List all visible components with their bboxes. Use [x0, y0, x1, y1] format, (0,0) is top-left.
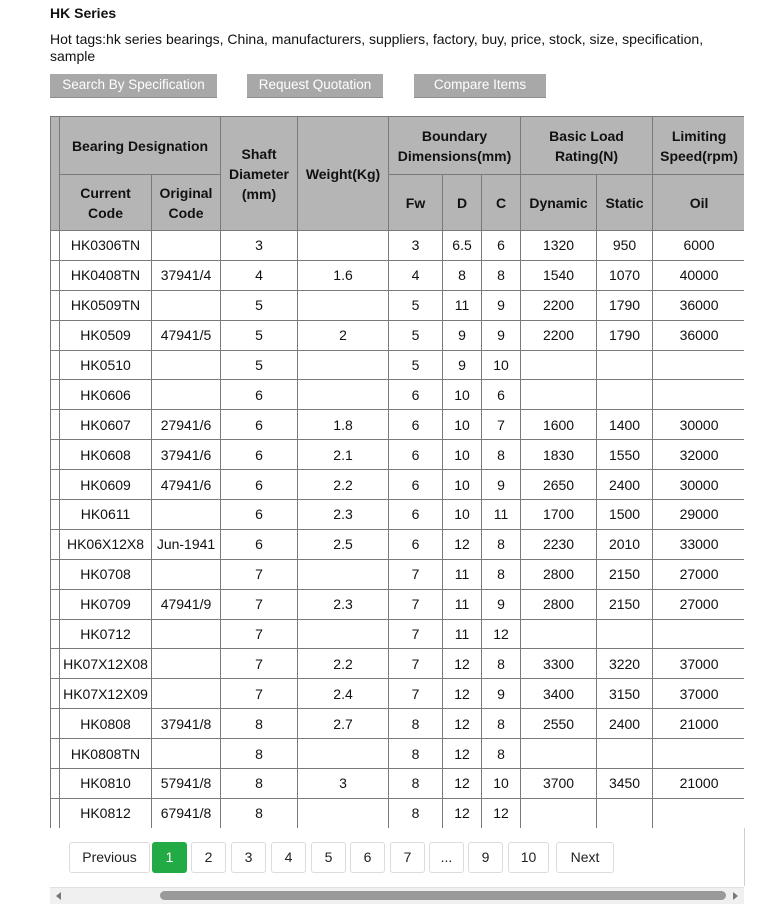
cell-static: 1500 [597, 500, 653, 530]
header-basic-load-rating: Basic Load Rating(N) [521, 117, 653, 175]
cell-fw: 7 [389, 559, 443, 589]
cell-dynamic [521, 350, 597, 380]
cell-static [597, 350, 653, 380]
cell-original-code: 47941/6 [152, 470, 221, 500]
cell-current-code: HK0408TN [60, 260, 152, 290]
cell-c: 12 [482, 798, 521, 828]
cell-d: 6.5 [443, 231, 482, 261]
header-shaft-diameter: Shaft Diameter (mm) [221, 117, 298, 231]
cell-current-code: HK0509TN [60, 290, 152, 320]
cell-oil: 21000 [653, 709, 744, 739]
cell-fw: 6 [389, 529, 443, 559]
table-row-gutter [51, 440, 60, 470]
table-row [51, 440, 745, 470]
cell-weight: 1.6 [298, 260, 389, 290]
cell-current-code: HK0708 [60, 559, 152, 589]
cell-d: 12 [443, 798, 482, 828]
cell-dynamic [521, 798, 597, 828]
cell-oil: 30000 [653, 470, 744, 500]
cell-dynamic [521, 619, 597, 649]
cell-original-code: 37941/6 [152, 440, 221, 470]
cell-fw: 8 [389, 709, 443, 739]
cell-current-code: HK0808TN [60, 739, 152, 769]
pagination-ellipsis: ... [429, 842, 464, 873]
cell-shaft-diameter: 6 [221, 470, 298, 500]
cell-c: 8 [482, 529, 521, 559]
cell-weight: 1.8 [298, 410, 389, 440]
cell-c: 10 [482, 769, 521, 799]
cell-c: 9 [482, 679, 521, 709]
cell-current-code: HK0510 [60, 350, 152, 380]
table-row [51, 559, 745, 589]
header-d: D [443, 175, 482, 231]
table-row [51, 798, 745, 828]
cell-original-code [152, 350, 221, 380]
table-row [51, 739, 745, 769]
cell-fw: 7 [389, 679, 443, 709]
cell-original-code: 27941/6 [152, 410, 221, 440]
cell-dynamic [521, 380, 597, 410]
hot-tags: Hot tags:hk series bearings, China, manufacturers, suppliers, factory, buy, price, stock, size, specification, sample [50, 31, 704, 64]
cell-fw: 6 [389, 440, 443, 470]
cell-weight [298, 619, 389, 649]
cell-static [597, 619, 653, 649]
cell-original-code [152, 559, 221, 589]
table-row [51, 290, 745, 320]
cell-fw: 6 [389, 410, 443, 440]
pagination [50, 828, 745, 886]
cell-c: 9 [482, 290, 521, 320]
header-static: Static [597, 175, 653, 231]
cell-fw: 6 [389, 470, 443, 500]
header-boundary-dimensions: Boundary Dimensions(mm) [389, 117, 521, 175]
cell-weight [298, 350, 389, 380]
cell-weight: 2.2 [298, 649, 389, 679]
page-title: HK Series [50, 5, 117, 21]
cell-c: 8 [482, 260, 521, 290]
header-weight: Weight(Kg) [298, 117, 389, 231]
cell-current-code: HK0712 [60, 619, 152, 649]
cell-dynamic: 2550 [521, 709, 597, 739]
header-original-code: Original Code [152, 175, 221, 231]
cell-shaft-diameter: 7 [221, 649, 298, 679]
cell-oil: 29000 [653, 500, 744, 530]
cell-c: 6 [482, 231, 521, 261]
table-row [51, 260, 745, 290]
table-row-gutter [51, 769, 60, 799]
cell-d: 10 [443, 500, 482, 530]
page-7-button[interactable]: 7 [390, 842, 425, 873]
search-by-specification-button[interactable]: Search By Specification [50, 74, 217, 98]
page-1-button[interactable]: 1 [152, 842, 187, 873]
cell-dynamic [521, 739, 597, 769]
cell-static: 2400 [597, 709, 653, 739]
cell-shaft-diameter: 7 [221, 619, 298, 649]
cell-original-code: 37941/4 [152, 260, 221, 290]
cell-original-code [152, 500, 221, 530]
table-row-gutter [51, 320, 60, 350]
cell-original-code [152, 290, 221, 320]
cell-current-code: HK0607 [60, 410, 152, 440]
cell-d: 8 [443, 260, 482, 290]
cell-c: 8 [482, 649, 521, 679]
cell-static [597, 380, 653, 410]
cell-dynamic: 3400 [521, 679, 597, 709]
cell-oil [653, 798, 744, 828]
cell-c: 8 [482, 709, 521, 739]
cell-oil: 30000 [653, 410, 744, 440]
cell-shaft-diameter: 5 [221, 320, 298, 350]
cell-shaft-diameter: 4 [221, 260, 298, 290]
header-fw: Fw [389, 175, 443, 231]
cell-weight: 2.7 [298, 709, 389, 739]
table-row [51, 470, 745, 500]
compare-items-button[interactable]: Compare Items [414, 74, 546, 98]
table-row-gutter [51, 739, 60, 769]
cell-static: 3450 [597, 769, 653, 799]
cell-dynamic: 2200 [521, 290, 597, 320]
cell-fw: 8 [389, 769, 443, 799]
cell-static: 2150 [597, 559, 653, 589]
cell-shaft-diameter: 6 [221, 440, 298, 470]
horizontal-scrollbar[interactable] [50, 887, 744, 904]
scroll-right-arrow-icon[interactable] [733, 892, 738, 900]
cell-c: 12 [482, 619, 521, 649]
table-row-gutter [51, 619, 60, 649]
cell-current-code: HK0606 [60, 380, 152, 410]
cell-oil: 6000 [653, 231, 744, 261]
cell-oil [653, 619, 744, 649]
cell-dynamic: 3700 [521, 769, 597, 799]
next-page-button[interactable]: Next [556, 842, 614, 873]
cell-oil: 21000 [653, 769, 744, 799]
page-9-button[interactable]: 9 [468, 842, 503, 873]
cell-d: 11 [443, 559, 482, 589]
table-row [51, 320, 745, 350]
cell-current-code: HK0608 [60, 440, 152, 470]
cell-dynamic: 1540 [521, 260, 597, 290]
table-row [51, 500, 745, 530]
cell-current-code: HK06X12X8 [60, 529, 152, 559]
cell-original-code [152, 679, 221, 709]
cell-oil: 27000 [653, 589, 744, 619]
cell-fw: 7 [389, 649, 443, 679]
cell-shaft-diameter: 8 [221, 709, 298, 739]
cell-static: 1550 [597, 440, 653, 470]
cell-current-code: HK0306TN [60, 231, 152, 261]
bearing-table-container [50, 116, 744, 828]
cell-dynamic: 1320 [521, 231, 597, 261]
table-row [51, 589, 745, 619]
cell-d: 10 [443, 470, 482, 500]
cell-weight [298, 739, 389, 769]
table-row [51, 350, 745, 380]
scrollbar-thumb[interactable] [160, 891, 726, 900]
table-row-gutter [51, 679, 60, 709]
cell-d: 10 [443, 410, 482, 440]
cell-oil: 27000 [653, 559, 744, 589]
table-row [51, 529, 745, 559]
table-row-gutter [51, 500, 60, 530]
cell-shaft-diameter: 7 [221, 679, 298, 709]
cell-oil [653, 350, 744, 380]
header-limiting-speed: Limiting Speed(rpm) [653, 117, 744, 175]
page-10-button[interactable]: 10 [508, 842, 549, 873]
cell-static: 1070 [597, 260, 653, 290]
cell-d: 12 [443, 649, 482, 679]
page-3-button[interactable]: 3 [231, 842, 266, 873]
cell-weight: 2.5 [298, 529, 389, 559]
page-6-button[interactable]: 6 [350, 842, 385, 873]
header-oil: Oil [653, 175, 744, 231]
cell-current-code: HK0609 [60, 470, 152, 500]
cell-shaft-diameter: 8 [221, 798, 298, 828]
cell-weight: 2.3 [298, 500, 389, 530]
cell-shaft-diameter: 6 [221, 410, 298, 440]
bearing-table [50, 116, 744, 828]
cell-shaft-diameter: 6 [221, 500, 298, 530]
cell-static: 3150 [597, 679, 653, 709]
cell-shaft-diameter: 6 [221, 529, 298, 559]
cell-original-code: Jun-1941 [152, 529, 221, 559]
cell-d: 12 [443, 529, 482, 559]
request-quotation-button[interactable]: Request Quotation [247, 74, 383, 98]
cell-original-code: 47941/9 [152, 589, 221, 619]
cell-dynamic: 2230 [521, 529, 597, 559]
cell-current-code: HK0808 [60, 709, 152, 739]
cell-weight [298, 559, 389, 589]
header-c: C [482, 175, 521, 231]
page-2-button[interactable]: 2 [191, 842, 226, 873]
cell-dynamic: 2200 [521, 320, 597, 350]
cell-c: 6 [482, 380, 521, 410]
cell-current-code: HK0509 [60, 320, 152, 350]
cell-shaft-diameter: 6 [221, 380, 298, 410]
cell-fw: 5 [389, 290, 443, 320]
cell-d: 12 [443, 739, 482, 769]
table-row-gutter [51, 260, 60, 290]
cell-d: 9 [443, 320, 482, 350]
cell-d: 10 [443, 380, 482, 410]
cell-c: 9 [482, 589, 521, 619]
table-row-gutter [51, 410, 60, 440]
header-bearing-designation: Bearing Designation [60, 117, 221, 175]
cell-weight [298, 380, 389, 410]
cell-weight: 2 [298, 320, 389, 350]
cell-oil: 37000 [653, 649, 744, 679]
cell-original-code: 57941/8 [152, 769, 221, 799]
cell-weight: 2.4 [298, 679, 389, 709]
table-row [51, 769, 745, 799]
cell-static: 950 [597, 231, 653, 261]
cell-oil: 36000 [653, 320, 744, 350]
header-dynamic: Dynamic [521, 175, 597, 231]
cell-weight: 2.3 [298, 589, 389, 619]
cell-c: 8 [482, 559, 521, 589]
cell-dynamic: 2650 [521, 470, 597, 500]
cell-current-code: HK0709 [60, 589, 152, 619]
cell-fw: 6 [389, 500, 443, 530]
cell-d: 11 [443, 619, 482, 649]
cell-static: 3220 [597, 649, 653, 679]
previous-page-button[interactable]: Previous [69, 842, 150, 873]
table-row-gutter [51, 470, 60, 500]
cell-static: 2400 [597, 470, 653, 500]
cell-oil [653, 380, 744, 410]
table-row-gutter [51, 350, 60, 380]
cell-shaft-diameter: 5 [221, 350, 298, 380]
table-row-gutter [51, 380, 60, 410]
cell-oil: 33000 [653, 529, 744, 559]
cell-current-code: HK0812 [60, 798, 152, 828]
cell-original-code: 37941/8 [152, 709, 221, 739]
cell-c: 11 [482, 500, 521, 530]
cell-static [597, 739, 653, 769]
table-row [51, 619, 745, 649]
cell-fw: 3 [389, 231, 443, 261]
cell-weight [298, 290, 389, 320]
cell-weight [298, 231, 389, 261]
cell-dynamic: 1600 [521, 410, 597, 440]
page-4-button[interactable]: 4 [271, 842, 306, 873]
cell-shaft-diameter: 5 [221, 290, 298, 320]
table-row [51, 380, 745, 410]
cell-d: 10 [443, 440, 482, 470]
table-row-gutter [51, 231, 60, 261]
table-row [51, 649, 745, 679]
cell-static: 2150 [597, 589, 653, 619]
cell-dynamic: 1700 [521, 500, 597, 530]
table-row-gutter [51, 117, 60, 231]
cell-original-code [152, 380, 221, 410]
cell-fw: 7 [389, 619, 443, 649]
cell-current-code: HK0810 [60, 769, 152, 799]
cell-oil [653, 739, 744, 769]
cell-original-code [152, 649, 221, 679]
cell-static: 1790 [597, 290, 653, 320]
cell-weight: 2.1 [298, 440, 389, 470]
table-row-gutter [51, 709, 60, 739]
cell-static: 2010 [597, 529, 653, 559]
cell-fw: 4 [389, 260, 443, 290]
cell-fw: 7 [389, 589, 443, 619]
cell-c: 9 [482, 320, 521, 350]
cell-c: 10 [482, 350, 521, 380]
cell-c: 9 [482, 470, 521, 500]
cell-shaft-diameter: 7 [221, 559, 298, 589]
cell-d: 11 [443, 589, 482, 619]
cell-fw: 8 [389, 798, 443, 828]
cell-dynamic: 2800 [521, 559, 597, 589]
cell-fw: 5 [389, 350, 443, 380]
cell-c: 7 [482, 410, 521, 440]
cell-d: 12 [443, 679, 482, 709]
cell-current-code: HK0611 [60, 500, 152, 530]
table-row-gutter [51, 559, 60, 589]
cell-dynamic: 3300 [521, 649, 597, 679]
cell-oil: 32000 [653, 440, 744, 470]
cell-d: 11 [443, 290, 482, 320]
cell-d: 12 [443, 769, 482, 799]
table-row [51, 410, 745, 440]
cell-d: 9 [443, 350, 482, 380]
cell-fw: 5 [389, 320, 443, 350]
header-current-code: Current Code [60, 175, 152, 231]
cell-static [597, 798, 653, 828]
cell-original-code [152, 739, 221, 769]
cell-shaft-diameter: 7 [221, 589, 298, 619]
table-row-gutter [51, 290, 60, 320]
cell-shaft-diameter: 8 [221, 769, 298, 799]
cell-oil: 37000 [653, 679, 744, 709]
cell-shaft-diameter: 8 [221, 739, 298, 769]
scroll-left-arrow-icon[interactable] [56, 892, 61, 900]
cell-current-code: HK07X12X09 [60, 679, 152, 709]
cell-shaft-diameter: 3 [221, 231, 298, 261]
cell-fw: 8 [389, 739, 443, 769]
cell-static: 1790 [597, 320, 653, 350]
cell-weight: 3 [298, 769, 389, 799]
table-row-gutter [51, 649, 60, 679]
cell-oil: 40000 [653, 260, 744, 290]
cell-d: 12 [443, 709, 482, 739]
cell-c: 8 [482, 440, 521, 470]
cell-fw: 6 [389, 380, 443, 410]
table-row-gutter [51, 589, 60, 619]
cell-original-code [152, 231, 221, 261]
table-row [51, 231, 745, 261]
table-row [51, 679, 745, 709]
page-5-button[interactable]: 5 [311, 842, 346, 873]
table-row-gutter [51, 798, 60, 828]
cell-dynamic: 2800 [521, 589, 597, 619]
cell-c: 8 [482, 739, 521, 769]
cell-original-code [152, 619, 221, 649]
cell-static: 1400 [597, 410, 653, 440]
cell-weight [298, 798, 389, 828]
cell-weight: 2.2 [298, 470, 389, 500]
cell-dynamic: 1830 [521, 440, 597, 470]
table-row [51, 709, 745, 739]
cell-original-code: 47941/5 [152, 320, 221, 350]
table-row-gutter [51, 529, 60, 559]
table-body [51, 231, 745, 829]
cell-original-code: 67941/8 [152, 798, 221, 828]
cell-current-code: HK07X12X08 [60, 649, 152, 679]
cell-oil: 36000 [653, 290, 744, 320]
